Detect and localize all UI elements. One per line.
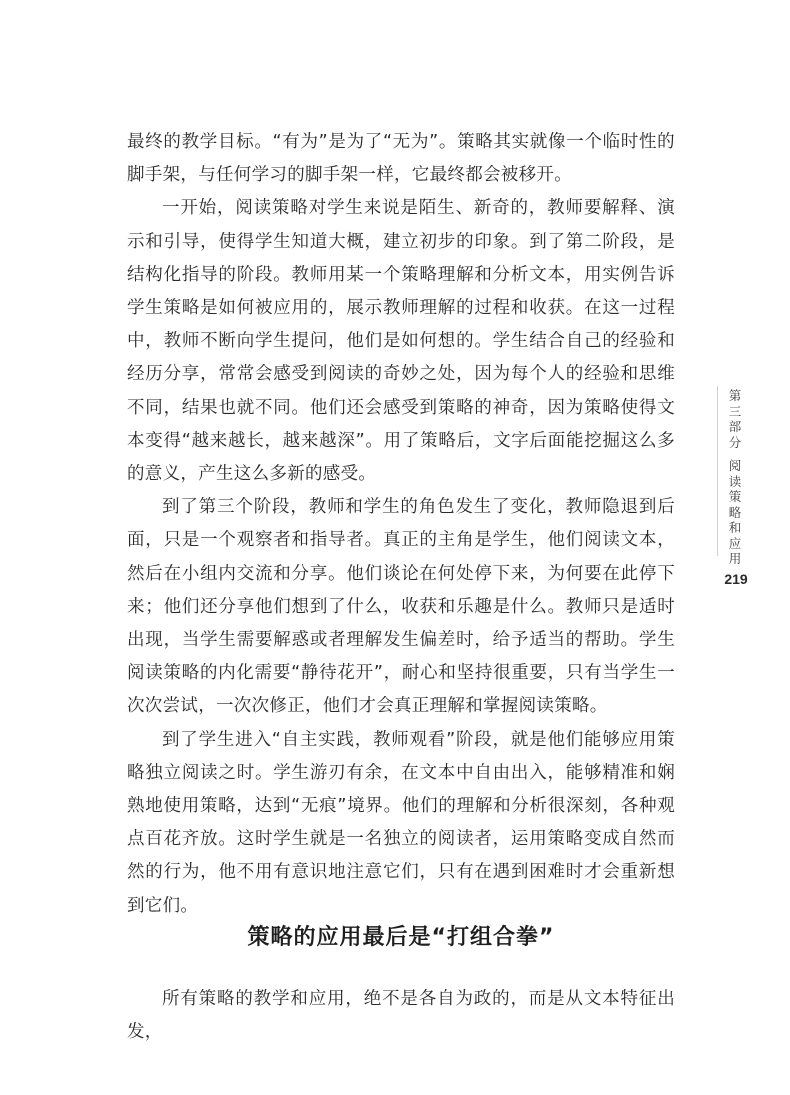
paragraph-4: 到了学生进入“自主实践，教师观看”阶段，就是他们能够应用策略独立阅读之时。学生游刃有余，在文本中自由出入，能够精准和娴熟地使用策略，达到“无痕”境界。他们的理解和分析很深刻，各种观点百花齐放。这时学生就是一名独立的阅读者，运用策略变成自然而然的行为，他不用有意识地注意它们，只有在遇到困难时才会重新想到它们。 — [127, 729, 675, 916]
page-number: 219 — [724, 571, 748, 587]
running-header-part: 第三部分 — [728, 388, 742, 450]
section-body — [127, 983, 675, 1049]
paragraph-3: 到了第三个阶段，教师和学生的角色发生了变化，教师隐退到后面，只是一个观察者和指导者。真正的主角是学生，他们阅读文本，然后在小组内交流和分享。他们谈论在何处停下来，为何要在此停下来；他们还分享他们想到了什么，收获和乐趣是什么。教师只是适时出现，当学生需要解惑或者理解发生偏差时，给予适当的帮助。学生阅读策略的内化需要“静待花开”，耐心和坚持很重要，只有当学生一次次尝试，一次次修正，他们才会真正理解和掌握阅读策略。 — [127, 497, 675, 717]
running-header-gap — [724, 450, 746, 458]
paragraph-5: 所有策略的教学和应用，绝不是各自为政的，而是从文本特征出发， — [127, 989, 675, 1043]
running-header — [724, 388, 746, 567]
paragraph-2: 一开始，阅读策略对学生来说是陌生、新奇的，教师要解释、演示和引导，使得学生知道大概，建立初步的印象。到了第二阶段，是结构化指导的阶段。教师用某一个策略理解和分析文本，用实例告诉学生策略是如何被应用的，展示教师理解的过程和收获。在这一过程中，教师不断向学生提问，他们是如何想的。学生结合自己的经验和经历分享，常常会感受到阅读的奇妙之处，因为每个人的经验和思维不同，结果也就不同。他们还会感受到策略的神奇，因为策略使得文本变得“越来越长，越来越深”。用了策略后，文字后面能挖掘这么多的意义，产生这么多新的感受。 — [127, 198, 675, 485]
body-text — [127, 126, 675, 923]
section-heading: 策略的应用最后是“打组合拳” — [247, 925, 555, 950]
paragraph-1: 最终的教学目标。“有为”是为了“无为”。策略其实就像一个临时性的脚手架，与任何学习的脚手架一样，它最终都会被移开。 — [127, 132, 675, 186]
margin-divider — [717, 386, 718, 556]
running-header-chapter: 阅读策略和应用 — [728, 458, 742, 566]
